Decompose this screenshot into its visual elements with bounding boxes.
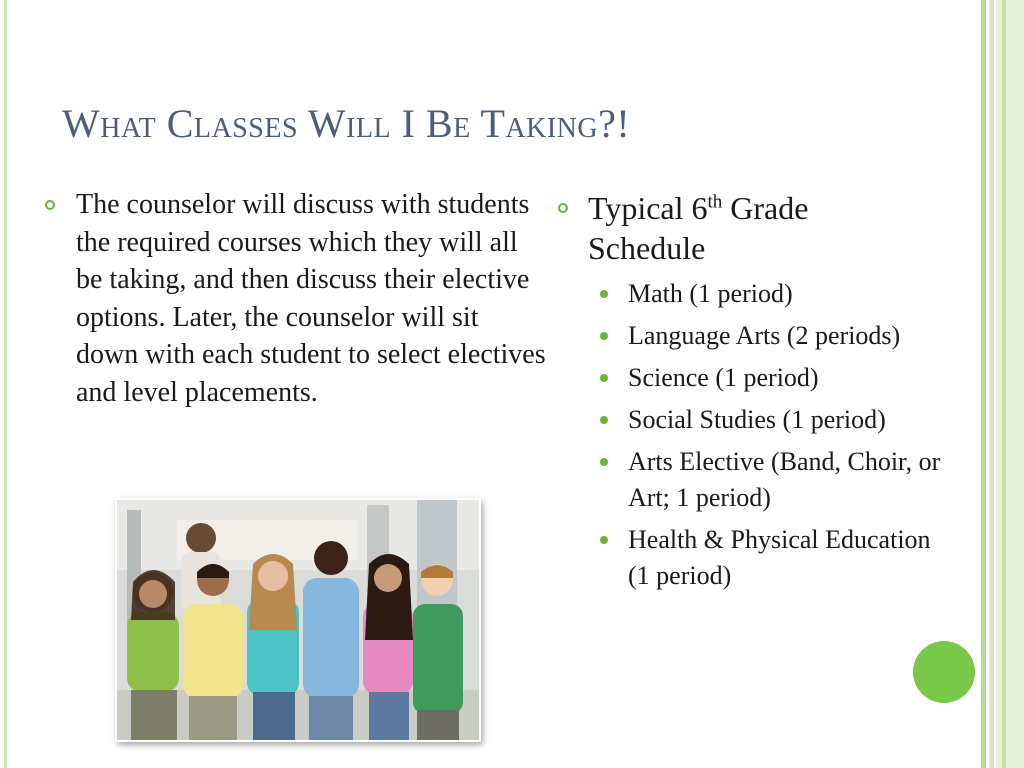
students-photo-illustration bbox=[117, 500, 479, 740]
bullet-dot-icon bbox=[600, 458, 608, 466]
bullet-dot-icon bbox=[600, 536, 608, 544]
list-item bbox=[596, 444, 956, 516]
list-item-label: Arts Elective (Band, Choir, or Art; 1 period) bbox=[628, 447, 941, 512]
list-item-label: Science (1 period) bbox=[628, 363, 819, 392]
bullet-dot-icon bbox=[600, 416, 608, 424]
schedule-heading bbox=[588, 188, 918, 268]
list-item-label: Social Studies (1 period) bbox=[628, 405, 886, 434]
bullet-dot-icon bbox=[600, 374, 608, 382]
bullet-ring-icon bbox=[45, 200, 55, 210]
counselor-paragraph: The counselor will discuss with students the required courses which they will all be taking, and then discuss their elective options. Later, the counselor will sit down with each student to select electives and level placements. bbox=[76, 189, 546, 408]
bullet-ring-icon bbox=[558, 203, 568, 213]
list-item-label: Math (1 period) bbox=[628, 279, 793, 308]
slide-title: What Classes Will I Be Taking?! bbox=[62, 101, 631, 146]
list-item bbox=[596, 402, 956, 438]
list-item-label: Language Arts (2 periods) bbox=[628, 321, 901, 350]
ordinal-suffix: th bbox=[707, 191, 723, 213]
students-group-photo bbox=[115, 498, 481, 742]
list-item bbox=[596, 276, 956, 312]
list-item bbox=[596, 318, 956, 354]
list-item bbox=[596, 522, 956, 594]
schedule-heading-text-end: Grade Schedule bbox=[588, 190, 809, 266]
bullet-dot-icon bbox=[600, 290, 608, 298]
left-border-line bbox=[4, 0, 7, 768]
schedule-heading-text: Typical 6 bbox=[588, 190, 708, 226]
list-item bbox=[596, 360, 956, 396]
list-item-label: Health & Physical Education (1 period) bbox=[628, 525, 931, 590]
decorative-side-stripes bbox=[978, 0, 1024, 768]
schedule-list bbox=[596, 276, 956, 600]
decorative-green-circle bbox=[913, 641, 975, 703]
bullet-dot-icon bbox=[600, 332, 608, 340]
